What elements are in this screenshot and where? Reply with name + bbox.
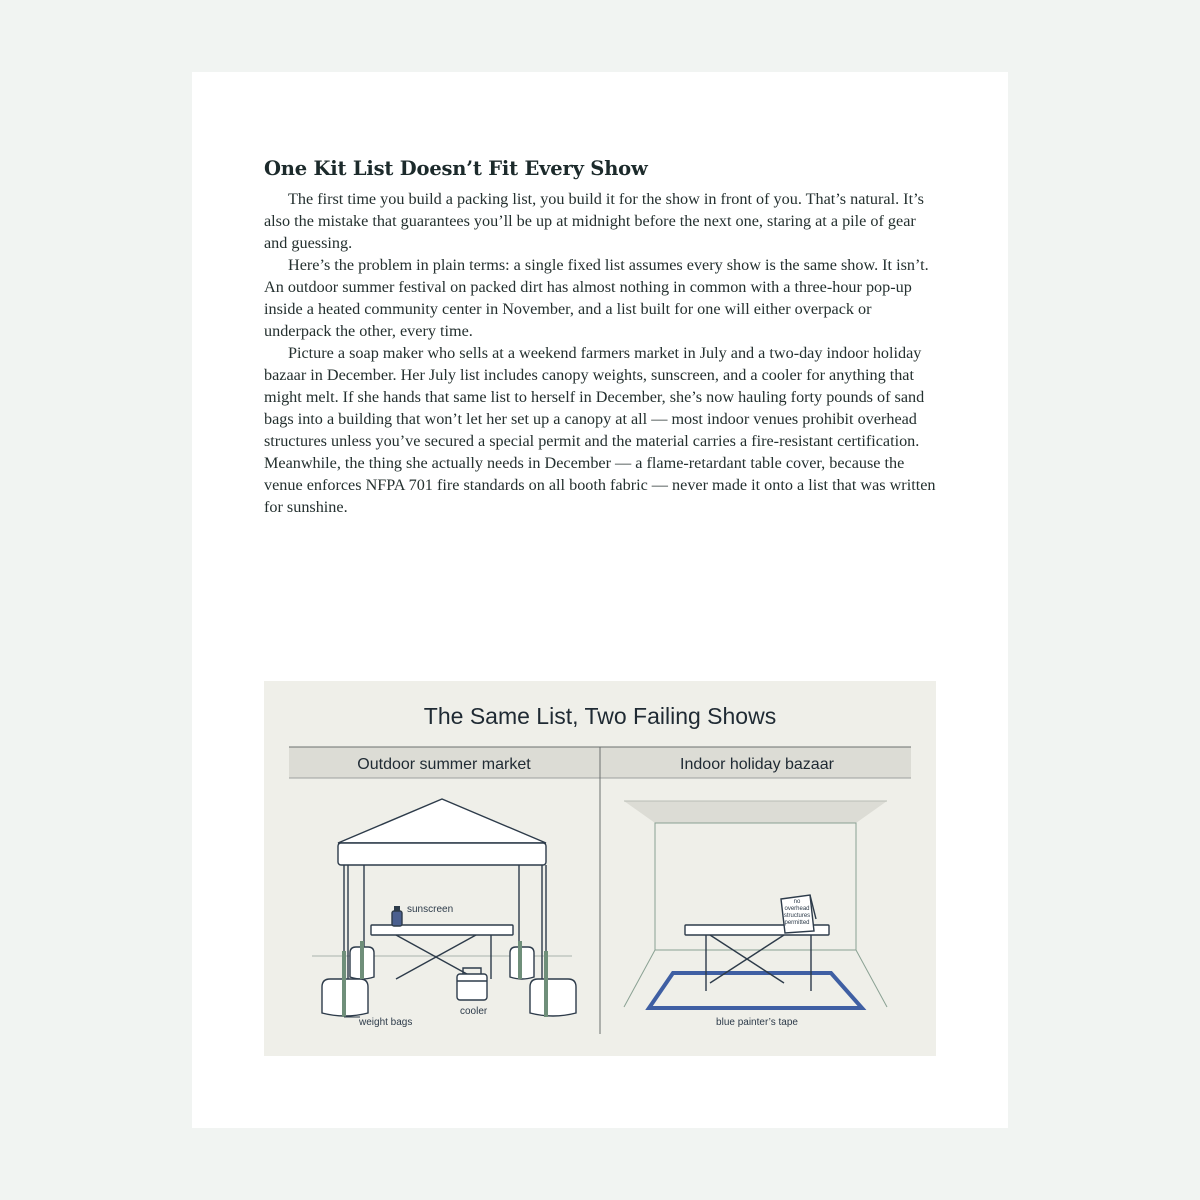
document-page <box>192 72 1008 1128</box>
left-panel-header: Outdoor summer market <box>357 756 531 773</box>
paragraph-3: Picture a soap maker who sells at a weekend farmers market in July and a two-day indoor holiday bazaar in December. Her July list includes canopy weights, sunscreen, and a cooler for anything that might melt. If she hands that same list to herself in December, she’s now hauling forty pounds of sand bags into a building that won’t let her set up a canopy at all — most indoor venues prohibit overhead structures unless you’ve secured a special permit and the material carries a fire-resistant certification. Meanwhile, the thing she actually needs in December — a flame-retardant table cover, because the venue enforces NFPA 701 fire standards on all booth fabric — never made it onto a list that was written for sunshine. <box>264 344 936 516</box>
paragraph-2: Here’s the problem in plain terms: a single fixed list assumes every show is the same show. It isn’t. An outdoor summer festival on packed dirt has almost nothing in common with a three-hour pop-up inside a heated community center in November, and a list built for one will either overpack or underpack the other, every time. <box>264 256 929 340</box>
article-body <box>264 156 936 518</box>
section-heading: One Kit List Doesn’t Fit Every Show <box>264 157 648 180</box>
illustration-figure <box>264 681 936 1056</box>
sunscreen-bottle-icon <box>392 911 402 926</box>
figure-illustration <box>264 681 936 1056</box>
weight-bag-icon <box>530 979 576 1016</box>
sign-text-line-1: no <box>793 899 801 905</box>
tape-label: blue painter’s tape <box>716 1017 798 1028</box>
sign-text-line-4: permitted <box>784 920 810 926</box>
cooler-label: cooler <box>460 1006 488 1017</box>
cooler-icon <box>457 974 487 1000</box>
sign-text-line-3: structures <box>783 913 811 919</box>
sign-text-line-2: overhead <box>784 906 810 912</box>
left-table-icon <box>371 925 513 935</box>
paragraph-1: The first time you build a packing list, you build it for the show in front of you. That’s natural. It’s also the mistake that guarantees you’ll be up at midnight before the next one, staring at a pile of gear and guessing. <box>264 190 924 252</box>
painters-tape-icon <box>649 973 862 1008</box>
right-panel-header: Indoor holiday bazaar <box>680 756 834 773</box>
weight-bags-label: weight bags <box>359 1017 413 1028</box>
canopy-icon <box>338 799 546 843</box>
sunscreen-label: sunscreen <box>407 904 454 915</box>
indoor-scene <box>624 801 887 1008</box>
figure-title: The Same List, Two Failing Shows <box>423 703 777 729</box>
